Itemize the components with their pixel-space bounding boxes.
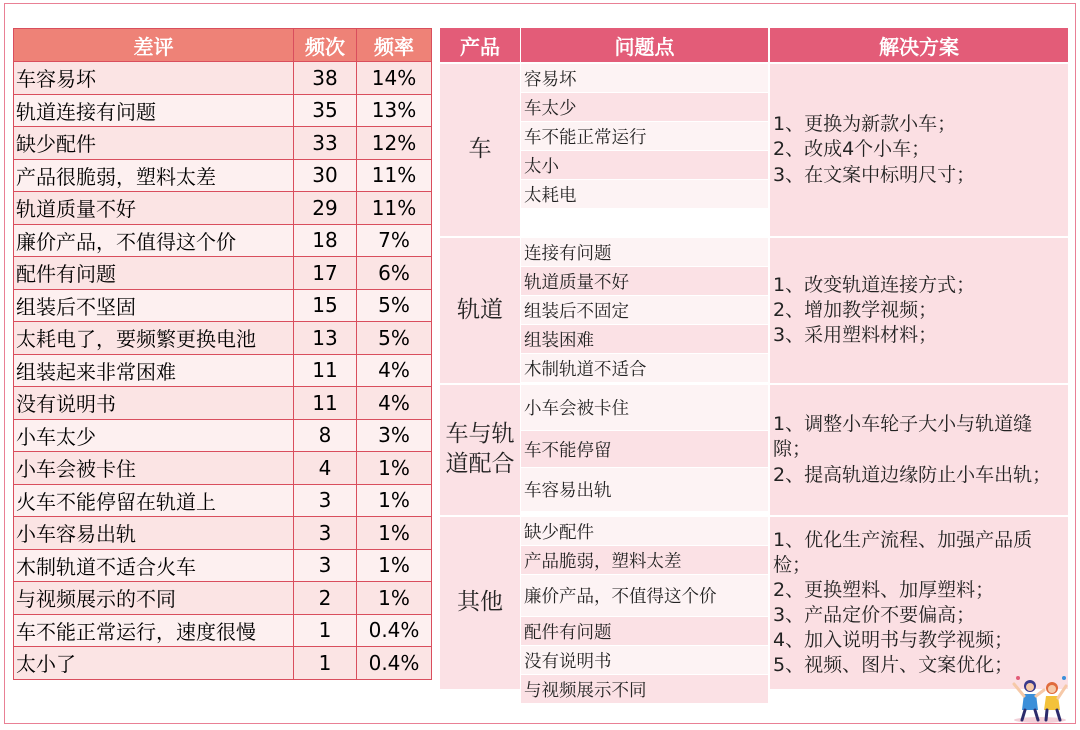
count-cell: 3 [294, 484, 357, 517]
rate-cell: 1% [357, 582, 432, 615]
rate-cell: 3% [357, 419, 432, 452]
count-cell: 3 [294, 549, 357, 582]
mascot-illustration [1010, 672, 1070, 724]
solution-line: 2、提高轨道边缘防止小车出轨； [773, 463, 1052, 486]
count-cell: 2 [294, 582, 357, 615]
rate-cell: 1% [357, 549, 432, 582]
count-cell: 33 [294, 127, 357, 160]
review-cell: 缺少配件 [14, 127, 294, 160]
review-cell: 轨道质量不好 [14, 192, 294, 225]
issue-cell: 车容易出轨 [521, 468, 768, 511]
issue-cell: 配件有问题 [521, 617, 768, 645]
review-cell: 与视频展示的不同 [14, 582, 294, 615]
solution-cell [770, 238, 1068, 383]
table-row [14, 322, 432, 355]
count-cell: 4 [294, 452, 357, 485]
table-row [14, 354, 432, 387]
issue-cell: 缺少配件 [521, 517, 768, 545]
rate-cell: 14% [357, 62, 432, 95]
negative-review-table [13, 28, 432, 680]
solution-line: 3、产品定价不要偏高； [773, 604, 976, 626]
issue-cell: 容易坏 [521, 64, 768, 92]
table-row [14, 289, 432, 322]
issue-cell: 与视频展示不同 [521, 675, 768, 703]
count-cell: 30 [294, 159, 357, 192]
solution-line: 2、更换塑料、加厚塑料； [773, 578, 995, 601]
issue-cell: 没有说明书 [521, 646, 768, 674]
rate-cell: 1% [357, 517, 432, 550]
review-cell: 木制轨道不适合火车 [14, 549, 294, 582]
review-cell: 组装后不坚固 [14, 289, 294, 322]
table-row [14, 484, 432, 517]
issue-cell: 产品脆弱，塑料太差 [521, 546, 768, 574]
rate-cell: 4% [357, 354, 432, 387]
header-count: 频次 [294, 29, 357, 62]
review-cell: 产品很脆弱，塑料太差 [14, 159, 294, 192]
rate-cell: 13% [357, 94, 432, 127]
table-row [14, 94, 432, 127]
solution-line: 1、优化生产流程、加强产品质检； [773, 528, 1033, 576]
solution-cell [770, 517, 1068, 689]
review-cell: 没有说明书 [14, 387, 294, 420]
issue-cell: 车不能停留 [521, 431, 768, 467]
rate-cell: 0.4% [357, 647, 432, 680]
count-cell: 1 [294, 647, 357, 680]
count-cell: 1 [294, 614, 357, 647]
table-row [14, 159, 432, 192]
table-row [14, 614, 432, 647]
product-cell: 车 [440, 64, 520, 236]
issue-cell: 组装后不固定 [521, 296, 768, 324]
table-header-row [14, 29, 432, 62]
count-cell: 3 [294, 517, 357, 550]
table-row [14, 517, 432, 550]
table-row [14, 257, 432, 290]
rate-cell: 5% [357, 322, 432, 355]
rate-cell: 11% [357, 192, 432, 225]
rate-cell: 7% [357, 224, 432, 257]
product-cell: 车与轨道配合 [440, 385, 520, 515]
rate-cell: 12% [357, 127, 432, 160]
table-row [14, 224, 432, 257]
review-cell: 太耗电了，要频繁更换电池 [14, 322, 294, 355]
solution-line: 5、视频、图片、文案优化； [773, 654, 1014, 677]
table-row [14, 582, 432, 615]
count-cell: 38 [294, 62, 357, 95]
issue-cell: 木制轨道不适合 [521, 354, 768, 382]
issue-cell: 太小 [521, 151, 768, 179]
rate-cell: 0.4% [357, 614, 432, 647]
count-cell: 11 [294, 387, 357, 420]
rate-cell: 6% [357, 257, 432, 290]
rate-cell: 11% [357, 159, 432, 192]
review-cell: 火车不能停留在轨道上 [14, 484, 294, 517]
issue-cell: 小车会被卡住 [521, 385, 768, 430]
count-cell: 29 [294, 192, 357, 225]
solution-cell [770, 385, 1068, 515]
count-cell: 13 [294, 322, 357, 355]
count-cell: 18 [294, 224, 357, 257]
review-cell: 小车容易出轨 [14, 517, 294, 550]
count-cell: 15 [294, 289, 357, 322]
review-cell: 车容易坏 [14, 62, 294, 95]
table-row [14, 387, 432, 420]
count-cell: 11 [294, 354, 357, 387]
table-row [14, 62, 432, 95]
count-cell: 17 [294, 257, 357, 290]
header-review: 差评 [14, 29, 294, 62]
review-cell: 廉价产品，不值得这个价 [14, 224, 294, 257]
review-cell: 车不能正常运行，速度很慢 [14, 614, 294, 647]
header-issue: 问题点 [521, 28, 768, 62]
header-product: 产品 [440, 28, 520, 62]
solution-line: 2、增加教学视频； [773, 298, 938, 321]
solution-line: 2、改成4个小车； [773, 138, 931, 161]
table-row [14, 647, 432, 680]
rate-cell: 4% [357, 387, 432, 420]
solution-line: 1、调整小车轮子大小与轨道缝隙； [773, 413, 1033, 461]
rate-cell: 1% [357, 452, 432, 485]
rate-cell: 5% [357, 289, 432, 322]
header-solution: 解决方案 [770, 28, 1068, 62]
rate-cell: 1% [357, 484, 432, 517]
table-row [14, 127, 432, 160]
issue-cell: 廉价产品，不值得这个价 [521, 575, 768, 616]
solution-line: 1、更换为新款小车； [773, 113, 957, 136]
solution-line: 1、改变轨道连接方式； [773, 273, 976, 296]
issue-cell: 轨道质量不好 [521, 267, 768, 295]
solution-line: 3、采用塑料材料； [773, 324, 938, 347]
solution-cell [770, 64, 1068, 236]
solution-line: 3、在文案中标明尺寸； [773, 163, 976, 186]
review-cell: 小车太少 [14, 419, 294, 452]
count-cell: 8 [294, 419, 357, 452]
issue-cell: 太耗电 [521, 180, 768, 208]
table-row [14, 419, 432, 452]
review-cell: 轨道连接有问题 [14, 94, 294, 127]
issue-cell: 车太少 [521, 93, 768, 121]
table-row [14, 192, 432, 225]
issue-cell: 组装困难 [521, 325, 768, 353]
review-cell: 组装起来非常困难 [14, 354, 294, 387]
count-cell: 35 [294, 94, 357, 127]
issue-cell: 连接有问题 [521, 238, 768, 266]
review-cell: 配件有问题 [14, 257, 294, 290]
issue-cell: 车不能正常运行 [521, 122, 768, 150]
review-cell: 小车会被卡住 [14, 452, 294, 485]
product-cell: 其他 [440, 517, 520, 689]
table-row [14, 452, 432, 485]
table-row [14, 549, 432, 582]
solution-line: 4、加入说明书与教学视频； [773, 629, 1014, 652]
header-rate: 频率 [357, 29, 432, 62]
review-cell: 太小了 [14, 647, 294, 680]
product-cell: 轨道 [440, 238, 520, 383]
solution-table [440, 28, 1068, 701]
